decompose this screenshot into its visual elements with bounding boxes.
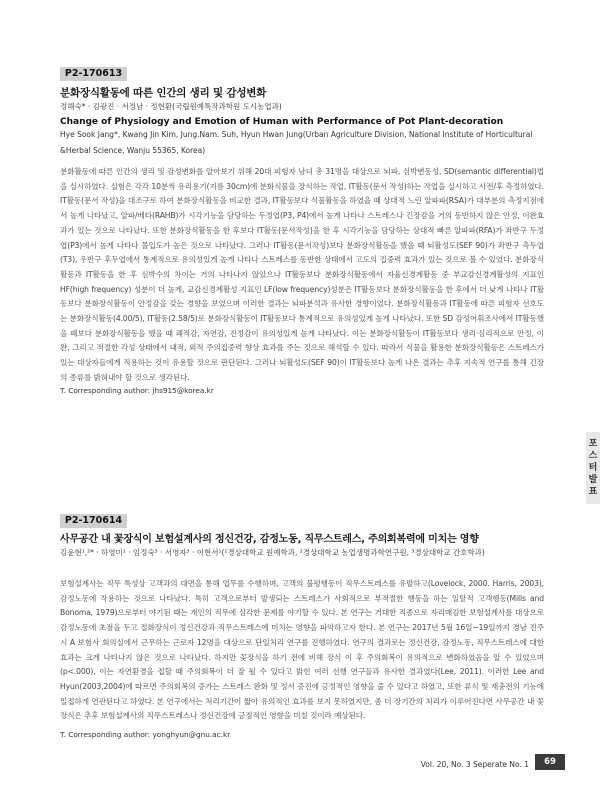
corresponding-author: T. Corresponding author: yonghyun@gnu.ac.kr (60, 730, 231, 739)
article-authors-korean: 김윤현¹,²* · 하영미¹ · 임정숙³ · 서영자³ · 이현서¹(¹경상대학교 원예학과, ²경상대학교 농업생명과학연구원, ³경상대학교 간호학과) (60, 548, 485, 557)
page-number: 69 (535, 754, 565, 770)
side-tab-char: 포 (588, 439, 598, 449)
section-side-tab (586, 432, 600, 504)
side-tab-char: 발 (588, 475, 598, 485)
article-authors-korean: 정해숙* · 김광진 · 서정남 · 정현환(국립원예특작과학원 도시농업과) (60, 102, 282, 111)
side-tab-char: 스 (588, 451, 598, 461)
article-code-tag: P2-170614 (60, 514, 127, 528)
article-title-korean: 분화장식활동에 따른 인간의 생리 및 감성변화 (60, 87, 267, 99)
journal-volume-info: Vol. 20, No. 3 Seperate No. 1 (420, 760, 529, 769)
article-abstract: 보험설계사는 직무 특성상 고객과의 대면을 통해 업무를 수행하며, 고객의 불평행동이 직무스트레스를 유발하고(Lovelock, 2000. Harris, 2003), 감정노동에 작용하는 것으로 나타났다. 특히 고객으로부터 발생되는 스트레스가 사회적으로 부적절한 행동을 하는 일탈적 고객행동(Mills and Bonoma, 1979)으로부터 야기된 때는 개인의 직무에 심각한 문제를 야기할 수 있다. 본 연구는 거대한 직종으로 자리매김한 보험설계사를 대상으로 감정노동에 초점을 두고 절화장식이 정신건강과 직무스트레스에 미치는 영향을 파악하고자 한다. 본 연구는 2017년 5월 16일~19일까지 경남 진주시 A 보험사 회의실에서 근무하는 근로자 12명을 대상으로 단일처리 연구를 진행하였다. 연구의 결과로는 정신건강, 감정노동, 직무스트레스에 대한 효과는 크게 나타나지 않은 것으로 나타났다. 하지만 꽃장식을 하기 전에 비해 장식 이 후 주의회복이 유의적으로 변화하였음을 알 수 있었으며(p<.000), 이는 자연환경을 접할 때 주의회복이 더 잘 될 수 있다고 밝힌 여러 선행 연구들과 유사한 결과였다(Lee, 2011). 이러한 Lee and Hyun(2003,2004)에 따르면 주의회복의 증가는 스트레스 완화 및 정서 증진에 긍정적인 영향을 줄 수 있다고 하였고, 또한 류식 및 재충전의 기능에 밀접하게 연관된다고 하였다. 본 연구에서는 처리기간이 짧아 유의적인 효과를 보지 못하였지만, 좀 더 장기간의 처리가 이루어진다면 사무공간 내 꽃장식은 추후 보험설계사의 직무스트레스나 정신건강에 긍정적인 영향을 미칠 것이라 예상된다. (60, 579, 544, 721)
article-authors-english: Hye Sook Jang*, Kwang Jin Kim, Jung.Nam. Suh, Hyun Hwan Jung(Urban Agriculture Division, National Institute of Horticultural &Herbal Science, Wanju 55365, Korea) (60, 130, 533, 155)
article-abstract: 분화활동에 따른 인간의 생리 및 감성변화를 알아보기 위해 20대 피험자 남녀 총 31명을 대상으로 뇌파, 심박변동성, SD(semantic differential)법을 실시하였다. 실험은 각각 10분씩 유리용기(지름 30cm)에 분화식물을 장식하는 작업, IT활동(문서 작성)하는 작업을 실시하고 사전/후 측정하였다. IT활동(문서 작성)을 대조구로 하여 분화장식활동을 비교한 결과, IT활동보다 식물활동을 하였을 때 상대적 느린 알파파(RSA)가 대부분의 측정지점에서 높게 나타났고, 알파/베타(RAHB)가 시각기능을 담당하는 두정엽(P3, P4)에서 높게 나타나 스트레스나 긴장감을 거의 동반하지 않은 안정, 이완효과가 있는 것으로 나타났다. 또한 분화장식활동을 한 후보다 IT활동(문서작성)을 한 후 시각기능을 담당하는 상대적 빠른 알파파(RFA)가 좌반구 두정엽(P3)에서 높게 나타나 몰입도가 높은 것으로 나타났다. 그러나 IT활동(문서작성)보다 분화장식활동을 했을 때 뇌활성도(SEF 90)가 좌반구 측두엽(T3), 우반구 후두엽에서 통계적으로 유의성있게 높게 나타나 스트레스를 동반한 상태에서 고도의 집중력 효과가 있는 것으로 볼 수 있었다. 분화장식활동과 IT활동을 한 후 심박수의 차이는 거의 나타나지 않았으나 IT활동보다 분화장식활동에서 자율신경계활동 중 부교감신경계활성의 지표인 HF(high frequency) 성분이 더 높게, 교감신경계활성 지표인 LF(low frequency)성분은 IT활동보다 분화장식활동을 한 후에서 더 낮게 나타나 IT활동보다 분화장식활동이 안정감을 갖는 경향을 보였으며 이러한 결과는 뇌파분석과 유사한 경향이었다. 분화장식활동과 IT활동에 따른 피험자 선호도는 분화장식활동(4.00/5), IT활동(2.58/5)로 분화장식활동이 IT활동보다 통계적으로 유의성있게 높게 나타났다. 또한 SD 감성어휘조사에서 IT활동했을 때보다 분화장식활동을 했을 때 쾌적감, 자연감, 진정감이 유의성있게 높게 나타났다. 이는 분화장식활동이 IT활동보다 생리·심리적으로 안정, 이완, 그리고 적절한 각성 상태에서 내적, 외적 주의집중력 향상 효과를 주는 것으로 해석할 수 있다. 따라서 식물을 활용한 분화장식활동은 스트레스가 있는 대상자들에게 적용하는 것이 유용할 것으로 판단된다. 그러나 뇌활성도(SEF 90)이 IT활동보다 높게 나온 결과는 추후 지속적 연구를 통해 긴장의 종류를 밝혀내야 할 것으로 생각된다. (60, 167, 544, 382)
article-code-tag: P2-170613 (60, 67, 127, 81)
article-title-korean: 사무공간 내 꽃장식이 보험설계사의 정신건강, 감정노동, 직무스트레스, 주의회복력에 미치는 영향 (60, 534, 479, 545)
side-tab-char: 표 (588, 487, 598, 497)
side-tab-char: 터 (588, 463, 598, 473)
corresponding-author: T. Corresponding author: jhs915@korea.kr (60, 386, 214, 395)
article-title-english: Change of Physiology and Emotion of Human with Performance of Pot Plant-decoration (60, 117, 504, 127)
